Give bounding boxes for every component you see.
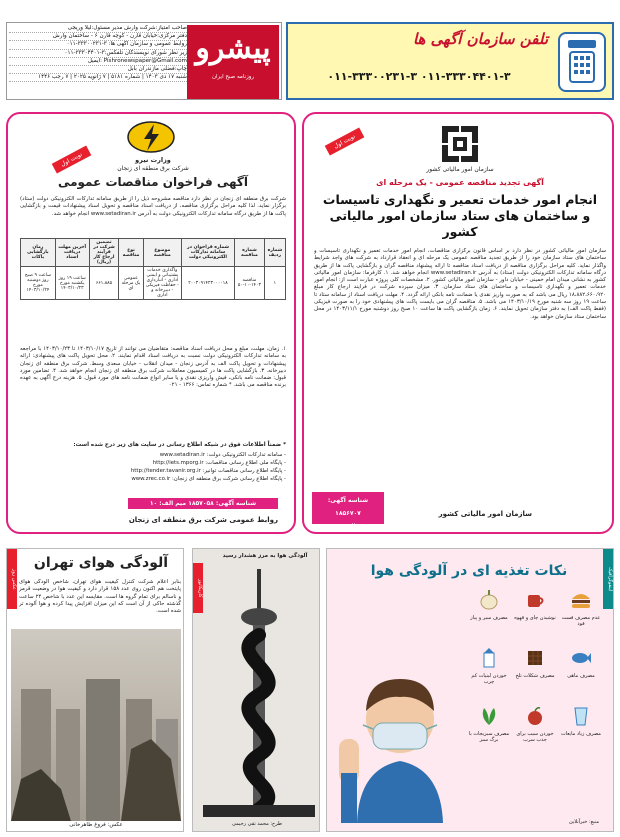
table-row (21, 267, 286, 300)
milk-icon (478, 647, 500, 669)
masthead (6, 22, 282, 100)
masthead-info (9, 25, 187, 99)
nutrition-infographic (326, 548, 614, 832)
masthead-line: چاپ:فضلی مازندران بابل (9, 66, 187, 74)
table-header: شماره مناقصه (235, 239, 265, 267)
telephone-icon (558, 32, 606, 92)
smog-city-photo (11, 629, 181, 821)
ad-id-2: میم الف ۳۴۴۵ (327, 523, 369, 530)
food-item (513, 705, 557, 743)
food-item (513, 647, 557, 679)
food-item-label: مصرف زیاد مایعات (561, 731, 601, 737)
burger-icon (570, 589, 592, 611)
leafy-greens-icon (478, 705, 500, 727)
ad-phone-banner (286, 22, 614, 100)
newspaper-logo (187, 25, 279, 99)
ad-footer: سازمان امور مالیاتی کشور (438, 510, 532, 518)
food-item (559, 589, 603, 627)
food-item (513, 589, 557, 621)
table-cell: مناقصه ۱۴۰۳-۱۰-۵۰ (235, 267, 265, 300)
electric-tender-ad (6, 112, 296, 534)
photo-caption: عکس: فروغ طاهرخانی (69, 822, 123, 828)
cartoon-credit: طرح: محمد تقی رحیمی (232, 821, 282, 827)
side-label: اینفوگرافیک (603, 549, 613, 609)
food-item-label: خوردن سیب برای جذب سرب (516, 731, 554, 743)
logo-subtitle: روزنامه صبح ایران (211, 74, 255, 80)
masthead-line: زیر نظر شورای نویسندگان تلفکس:۳-۳۳۳۰۴۴۰۱-۰۱۱ (9, 50, 187, 58)
ad-headline: آگهی فراخوان مناقصات عمومی (57, 175, 249, 189)
food-item-label: نوشیدن چای و قهوه (514, 615, 556, 621)
food-item (559, 705, 603, 737)
masthead-line: دفتر مرکزی:خیابان قارن - کوچه قارن ۶ - ساختمان وارش (9, 33, 187, 41)
table-header: تضمین شرکت در فرآیند ارجاع کار (ریال) (89, 239, 119, 267)
water-glass-icon (570, 705, 592, 727)
table-header: شماره ردیف (264, 239, 285, 267)
food-items-grid (467, 589, 603, 769)
link-item[interactable]: - پایگاه اطلاع رسانی شرکت برق منطقه ای زنجان: www.zrec.co.ir (131, 476, 286, 482)
food-item-label: عدم مصرف فست فود (561, 615, 601, 627)
masthead-line: صاحب امتیاز:شرکت وارش مدیر مسئول:لیلا وریجی (9, 25, 187, 33)
fish-icon (570, 647, 592, 669)
side-label: کاریکاتور (193, 563, 203, 613)
table-cell: ساعت ۱۹ روز یکشنبه مورخ ۱۴۰۳/۱۰/۲۳ (55, 267, 89, 300)
table-header: موضوع مناقصه (143, 239, 181, 267)
link-item[interactable]: - پایگاه ملی اطلاع رسانی مناقصات: http://iets.mporg.ir (152, 460, 286, 466)
phone-banner-title: تلفن سازمان آگهی ها (412, 30, 548, 48)
table-cell: ۱ (264, 267, 285, 300)
infographic-credit: منبع: خبرآنلاین (569, 819, 599, 825)
table-cell: ۲۰۰۳۰۹۱۴۲۳۰۰۰۰۱۸ (181, 267, 234, 300)
table-header: نوع مناقصه (119, 239, 143, 267)
ad-body: ۱. زمان، مهلت، مبلغ و محل دریافت اسناد مناقصه: متقاضیان می توانند از تاریخ ۱۴۰۳/۱۰/۱۷ تا ۱۴۰۳/۱۰/۲۳ با مراجعه به سامانه تدارکات الکترونیکی دولت نسبت به دریافت اسناد اقدام نمایند. ۲. محل تحویل پاکت های پیشنهادی: ارائه پیشنهادات و تحویل پاکت الف به آدرس زنجان - میدان انقلاب - خیابان سعدی وسط. شرکت برق منطقه ای زنجان دبیرخانه. ۳. بازگشایی پاکت ها در کمیسیون معاملات شرکت برق منطقه ای زنجان انجام خواهد شد. ۴. تضامین مورد قبول: ضمانت نامه بانکی، فیش واریزی نقدی و یا سایر انواع ضمانت نامه های مورد قبول. ۵. هزینه درج آگهی به عهده برنده مناقصه می باشد. * شماره تماس: ۱۳۶۶ - ۰۲۱ (20, 346, 286, 389)
food-item-label: مصرف شکلات تلخ (515, 673, 555, 679)
food-item (467, 705, 511, 743)
company-name: شرکت برق منطقه ای زنجان (117, 165, 189, 172)
table-cell: واگذاری خدمات پشتیبانی و ایمنی اداری - انبارداری - حفاظت فیزیکی - دبیرخانه و اداری (143, 267, 181, 300)
tea-cup-icon (524, 589, 546, 611)
link-item[interactable]: - پایگاه اطلاع رسانی مناقصات توانیر: http://tender.tavanir.org.ir (130, 468, 286, 474)
ad-id: شناسه آگهی: ۱۸۵۷۰۵۸ میم الف: ۱۰ (128, 498, 278, 509)
logo-word: پیشرو (195, 31, 271, 66)
table-header: زمان بازگشایی پاکات (21, 239, 56, 267)
food-item (467, 589, 511, 621)
masked-person-illustration (337, 649, 463, 823)
table-cell: ساعت ۹ صبح روز دوشنبه مورخ ۱۴۰۳/۱۰/۲۴ (21, 267, 56, 300)
food-item (467, 647, 511, 685)
table-header: آخرین مهلت دریافت اسناد (55, 239, 89, 267)
panel-title: آلودگی هوای تهران (33, 555, 169, 571)
chocolate-icon (524, 647, 546, 669)
links-title: * ضمناً اطلاعات فوق در شبکه اطلاع رسانی در سایت های زیر درج شده است: (73, 442, 286, 448)
links-list (20, 451, 286, 483)
apple-icon (524, 705, 546, 727)
food-item (559, 647, 603, 679)
cartoon-title: آلودگی هوا به مرز هشدار رسید (222, 553, 308, 559)
food-item-label: مصرف سیر و پیاز (470, 615, 508, 621)
food-item-label: خوردن لبنیات کم چرب (471, 673, 507, 685)
food-item-label: مصرف سبزیجات با برگ سبز (468, 731, 510, 743)
ad-body: سازمان امور مالیاتی کشور در نظر دارد بر اساس قانون برگزاری مناقصات، انجام امور خدمات تعمیر و نگهداری تاسیسات و ساختمان های ستاد سازمان خود را از طریق تجدید مناقصه عمومی یک مرحله ای و انعقاد قرارداد به شرکت های واجد شرایط واگذار نماید. کلیه مراحل برگزاری مناقصه از دریافت اسناد مناقصه تا ارائه پیشنهاد مناقصه گران و بازگشایی پاکت ها از طریق درگاه سامانه تدارکات الکترونیکی دولت (ستاد) به آدرس www.setadiran.ir انجام خواهد شد. ۱. کارفرما: سازمان امور مالیاتی کشور به نشانی میدان امام خمینی - خیابان داور - سازمان امور مالیاتی کشور. ۲. مشخصات کلی پروژه عبارت است از: انجام امور خدمات تعمیر و نگهداری تاسیسات و ساختمان های ستاد سازمان. ۳. میزان سپرده شرکت در فرایند ارجاع کار مبلغ ۱۸،۸۸۲،۶۶۰،۹۲۰ ریال می باشد که به صورت واریز نقدی یا ضمانت نامه بانکی ارائه گردد. ۴. مهلت دریافت اسناد از سامانه ستاد تا ساعت ۱۹ روز سه شنبه مورخ ۱۴۰۳/۱۰/۱۹ می باشد. ۵. مناقصه گران می بایست پاکت های پیشنهادی خود را به صورت فیزیکی (فقط پاکت الف) به دفتر سازمان تحویل نمایند. ۶. زمان بازگشایی پاکت ها ساعت ۱۰ صبح روز دوشنبه مورخ ۱۴۰۳/۱۱/۱ در محل ساختمان ستاد سازمان خواهد بود. (314, 248, 606, 320)
masthead-line: روابط عمومی و سازمان آگهی ها: ۳-۳۳۳۰۰۲۳۱-۰۱۱ (9, 41, 187, 49)
masthead-line: شنبه ۱۷ دی ۱۴۰۳ | شماره ۵۱۸۱ | ۷ ژانویه ۲۰۲۵ | ۷ رجب ۱۴۴۶ (9, 74, 187, 82)
milad-tower-cartoon (203, 565, 315, 817)
food-item-label: مصرف ماهی (567, 673, 595, 679)
masthead-line: Pishronewspaper@Gmail.com :ایمیل (9, 58, 187, 66)
org-name: سازمان امور مالیاتی کشور (426, 166, 494, 173)
tax-org-emblem (440, 124, 480, 164)
ad-badge: نوبت اول (325, 127, 365, 155)
garlic-icon (478, 589, 500, 611)
table-cell: ۶۶۱،۸۸۵ (89, 267, 119, 300)
cartoon-panel (192, 548, 320, 832)
ad-subtitle: آگهی تجدید مناقصه عمومی - یک مرحله ای (376, 178, 544, 187)
table-header-row (21, 239, 286, 267)
ad-id: شناسه آگهی: ۱۸۵۶۷۰۷ (327, 497, 369, 517)
infographic-title: نکات تغذیه ای در آلودگی هوا (370, 563, 568, 579)
phone-numbers: ۰۱۱-۳۳۳۰۰۲۳۱-۳ ۰۱۱-۳۳۳۰۴۴۰۱-۳ (327, 70, 511, 83)
link-item[interactable]: - سامانه تدارکات الکترونیکی دولت: www.setadiran.ir (159, 452, 286, 458)
ministry-name: وزارت نیرو (135, 156, 171, 164)
table-header: شماره فراخوان در سامانه تدارکات الکترونیکی دولت (181, 239, 234, 267)
ad-footer: روابط عمومی شرکت برق منطقه ای زنجان (128, 516, 278, 524)
ad-id-box (312, 492, 384, 530)
panel-body: بنابر اعلام شرکت کنترل کیفیت هوای تهران، شاخص آلودگی هوای پایتخت هم اکنون روی عدد ۱۵۸ قرار دارد و کیفیت هوا در وضعیت قرمز و ناسالم برای تمام گروه ها است. مقایسه این عدد با شاخص ۲۴ ساعت گذشته حاکی از آن است که این میزان افزایش پیدا کرده و هوا آلوده تر شده است. (19, 579, 181, 615)
table-cell: عمومی یک مرحله ای (119, 267, 143, 300)
tax-tender-ad (302, 112, 614, 534)
power-company-logo (126, 120, 176, 154)
ad-badge: نوبت اول (52, 145, 92, 173)
tehran-pollution-panel (6, 548, 184, 832)
tender-table (20, 238, 286, 300)
ad-intro: شرکت برق منطقه ای زنجان در نظر دارد مناقصه مشروحه ذیل را از طریق سامانه تدارکات الکترونیکی دولت (ستاد) برگزار نماید. لذا کلیه مراحل برگزاری مناقصه، از دریافت اسناد مناقصه و تحویل اسناد پیشنهادات قیمت و بازگشایی پاکت ها از طریق درگاه سامانه تدارکات الکترونیکی دولت به آدرس www.setadiran.ir انجام خواهد شد. (20, 196, 286, 217)
ad-headline: انجام امور خدمات تعمیر و نگهداری تاسیسات و ساختمان های ستاد سازمان امور مالیاتی کشور (322, 192, 598, 239)
side-label: عکس روز (7, 549, 17, 609)
